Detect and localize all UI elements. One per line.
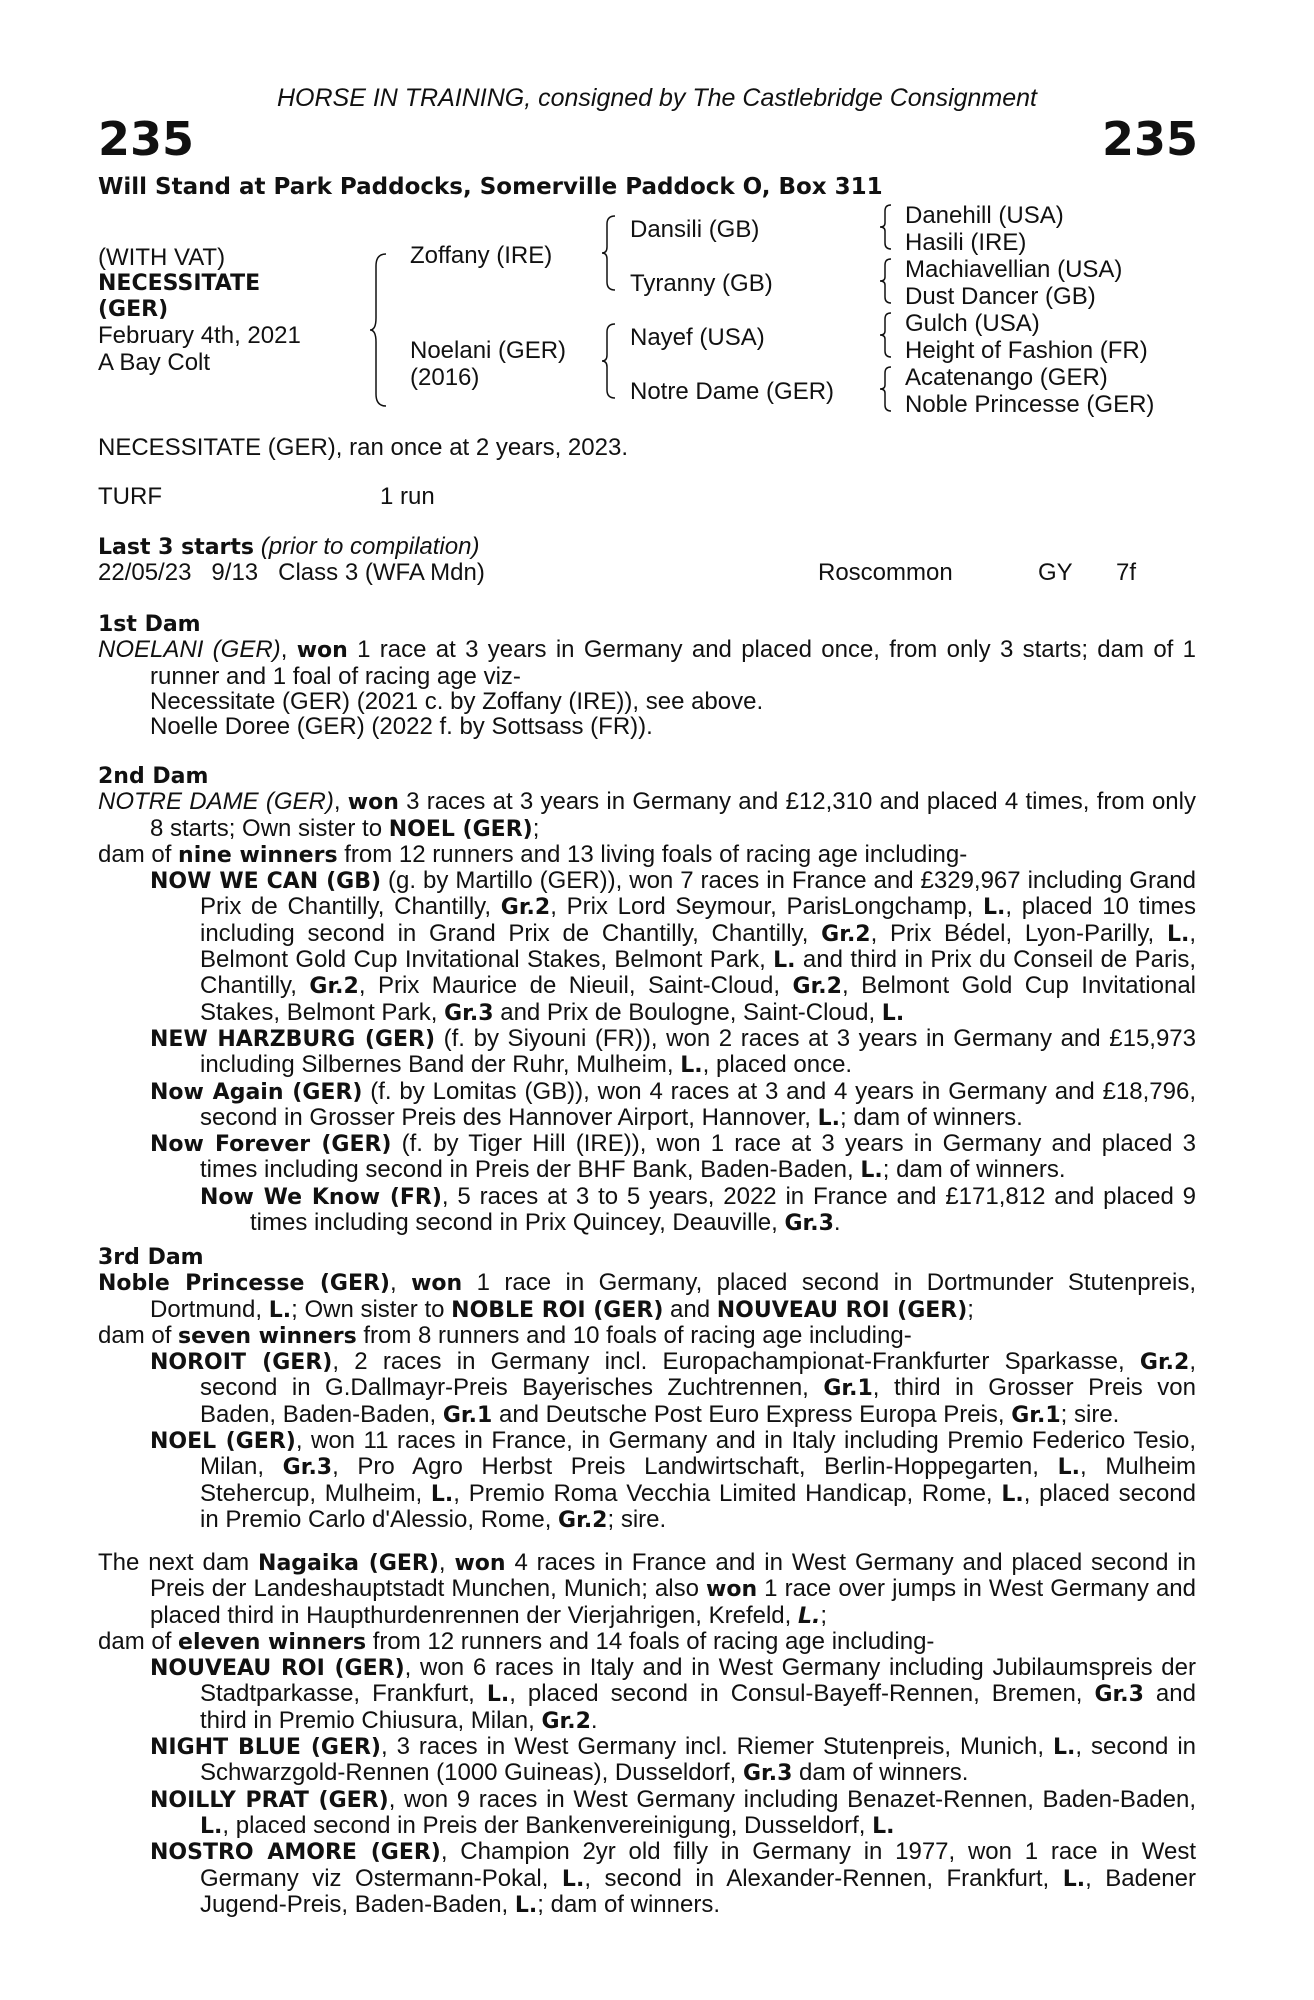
second-dam-heading: 2nd Dam xyxy=(98,764,209,789)
first-dam-produce-1: Necessitate (GER) (2021 c. by Zoffany (IRE)), see above. xyxy=(150,687,764,715)
third-dam-dam-of: dam of seven winners from 8 runners and 10 foals of racing age including- xyxy=(98,1321,912,1349)
great-grandparent-2: Hasili (IRE) xyxy=(905,229,1027,256)
second-dam-text: NOTRE DAME (GER), won 3 races at 3 years in Germany and £12,310 and placed 4 times, from only 8 starts; Own sister to NOEL (GER); xyxy=(98,788,1196,842)
next-dam-dam-of: dam of eleven winners from 12 runners and 14 foals of racing age including- xyxy=(98,1627,935,1655)
third-dam-heading: 3rd Dam xyxy=(98,1245,204,1270)
second-dam-entry-2: NEW HARZBURG (GER) (f. by Siyouni (FR)), won 2 races at 3 years in Germany and £15,973 including Silbernes Band der Ruhr, Mulheim, L., placed once. xyxy=(150,1024,1196,1079)
start-row-going: GY xyxy=(1038,559,1073,586)
horse-name: NECESSITATE xyxy=(98,271,261,296)
pedigree-bracket-dam xyxy=(602,322,618,400)
second-dam-entry-3: Now Again (GER) (f. by Lomitas (GB)), won 4 races at 3 and 4 years in Germany and £18,796, second in Grosser Preis des Hannover Airport, Hannover, L.; dam of winners. xyxy=(150,1077,1197,1131)
dam-year: (2016) xyxy=(410,364,480,391)
stand-location: Will Stand at Park Paddocks, Somerville Paddock O, Box 311 xyxy=(98,174,883,200)
record-runs: 1 run xyxy=(380,483,435,510)
grandsire-paternal: Dansili (GB) xyxy=(630,216,760,243)
granddam-maternal: Notre Dame (GER) xyxy=(630,378,835,405)
second-dam-entry-5: Now We Know (FR), 5 races at 3 to 5 years, 2022 in France and £171,812 and placed 9 times including second in Prix Quincey, Deauville, Gr.3. xyxy=(200,1182,1197,1237)
third-dam-entry-1: NOROIT (GER), 2 races in Germany incl. Europachampionat-Frankfurter Sparkasse, Gr.2, second in G.Dallmayr-Preis Bayerisches Zuchtrennen, Gr.1, third in Grosser Preis von Baden, Baden-Baden, Gr.1 and Deutsche Post Euro Express Europa Preis, Gr.1; sire. xyxy=(150,1348,1197,1428)
next-dam-entry-3: NOILLY PRAT (GER), won 9 races in West Germany including Benazet-Rennen, Baden-Baden, L., placed second in Preis der Bankenvereinigung, Dusseldorf, L. xyxy=(150,1785,1197,1839)
pedigree-bracket-gg2 xyxy=(880,257,894,305)
foaling-date: February 4th, 2021 xyxy=(98,322,301,349)
second-dam-entry-4: Now Forever (GER) (f. by Tiger Hill (IRE)), won 1 race at 3 years in Germany and placed 3 times including second in Preis der BHF Bank, Baden-Baden, L.; dam of winners. xyxy=(150,1130,1196,1184)
lot-number-left: 235 xyxy=(98,112,195,166)
great-grandparent-4: Dust Dancer (GB) xyxy=(905,283,1096,310)
next-dam-text: The next dam Nagaika (GER), won 4 races in France and in West Germany and placed second in Preis der Landeshauptstadt Munchen, Munich; also won 1 race over jumps in West Germany and placed third in Haupthurdenrennen der Vierjahrigen, Krefeld, L.; xyxy=(98,1549,1196,1629)
first-dam-heading: 1st Dam xyxy=(98,612,201,637)
first-dam-text: NOELANI (GER), won 1 race at 3 years in Germany and placed once, from only 3 starts; dam of 1 runner and 1 foal of racing age viz- xyxy=(98,636,1197,690)
last-starts-note: (prior to compilation) xyxy=(260,533,480,560)
pedigree-bracket-gg3 xyxy=(880,311,894,359)
second-dam-section xyxy=(98,764,1196,1236)
next-dam-entry-4: NOSTRO AMORE (GER), Champion 2yr old filly in Germany in 1977, won 1 race in West Germany viz Ostermann-Pokal, L., second in Alexander-Rennen, Frankfurt, L., Badener Jugend-Preis, Baden-Baden, L.; dam of winners. xyxy=(150,1838,1196,1918)
pedigree-bracket-sire xyxy=(602,214,618,292)
horse-country: (GER) xyxy=(98,297,169,322)
pedigree-bracket-gg4 xyxy=(880,365,894,413)
last-starts-title: Last 3 starts xyxy=(98,535,255,560)
great-grandparent-3: Machiavellian (USA) xyxy=(905,256,1123,283)
dam-name: Noelani (GER) xyxy=(410,337,567,364)
first-dam-section xyxy=(98,612,1196,739)
grandsire-maternal: Nayef (USA) xyxy=(630,324,765,351)
lot-number-right: 235 xyxy=(1101,112,1198,166)
vat-note: (WITH VAT) xyxy=(98,244,226,271)
great-grandparent-6: Height of Fashion (FR) xyxy=(905,337,1148,364)
great-grandparent-1: Danehill (USA) xyxy=(905,202,1064,229)
great-grandparent-7: Acatenango (GER) xyxy=(905,364,1108,391)
consignment-header: HORSE IN TRAINING, consigned by The Castlebridge Consignment xyxy=(276,84,1038,112)
pedigree-bracket-main xyxy=(370,252,390,408)
second-dam-dam-of: dam of nine winners from 12 runners and 13 living foals of racing age including- xyxy=(98,840,968,868)
horse-description: A Bay Colt xyxy=(98,349,211,376)
sire-name: Zoffany (IRE) xyxy=(410,242,553,269)
pedigree-bracket-gg1 xyxy=(880,203,894,251)
third-dam-text: Noble Princesse (GER), won 1 race in Germany, placed second in Dortmunder Stutenpreis, Dortmund, L.; Own sister to NOBLE ROI (GER) and NOUVEAU ROI (GER); xyxy=(98,1269,1196,1323)
second-dam-entry-1: NOW WE CAN (GB) (g. by Martillo (GER)), won 7 races in France and £329,967 including Grand Prix de Chantilly, Chantilly, Gr.2, Prix Lord Seymour, ParisLongchamp, L., placed 10 times including second in Grand Prix de Chantilly, Chantilly, Gr.2, Prix Bédel, Lyon-Parilly, L., Belmont Gold Cup Invitational Stakes, Belmont Park, L. and third in Prix du Conseil de Paris, Chantilly, Gr.2, Prix Maurice de Nieuil, Saint-Cloud, Gr.2, Belmont Gold Cup Invitational Stakes, Belmont Park, Gr.3 and Prix de Boulogne, Saint-Cloud, L. xyxy=(150,867,1197,1026)
start-row-details: 22/05/23 9/13 Class 3 (WFA Mdn) xyxy=(98,559,485,586)
granddam-paternal: Tyranny (GB) xyxy=(630,270,773,297)
next-dam-entry-2: NIGHT BLUE (GER), 3 races in West Germany incl. Riemer Stutenpreis, Munich, L., second in Schwarzgold-Rennen (1000 Guineas), Dusseldorf, Gr.3 dam of winners. xyxy=(150,1733,1197,1787)
great-grandparent-8: Noble Princesse (GER) xyxy=(905,391,1155,418)
last-starts-heading xyxy=(98,534,479,561)
third-dam-section xyxy=(98,1245,1196,1533)
next-dam-entry-1: NOUVEAU ROI (GER), won 6 races in Italy and in West Germany including Jubilaumspreis der Stadtparkasse, Frankfurt, L., placed second in Consul-Bayeff-Rennen, Bremen, Gr.3 and third in Premio Chiusura, Milan, Gr.2. xyxy=(150,1654,1196,1734)
first-dam-produce-2: Noelle Doree (GER) (2022 f. by Sottsass (FR)). xyxy=(150,713,653,741)
next-dam-section xyxy=(98,1550,1196,1918)
race-summary: NECESSITATE (GER), ran once at 2 years, 2023. xyxy=(98,434,628,461)
start-row-course: Roscommon xyxy=(818,559,953,586)
record-surface: TURF xyxy=(98,483,162,510)
third-dam-entry-2: NOEL (GER), won 11 races in France, in Germany and in Italy including Premio Federico Tesio, Milan, Gr.3, Pro Agro Herbst Preis Landwirtschaft, Berlin-Hoppegarten, L., Mulheim Stehercup, Mulheim, L., Premio Roma Vecchia Limited Handicap, Rome, L., placed second in Premio Carlo d'Alessio, Rome, Gr.2; sire. xyxy=(150,1427,1197,1533)
start-row-distance: 7f xyxy=(1116,559,1137,586)
great-grandparent-5: Gulch (USA) xyxy=(905,310,1040,337)
